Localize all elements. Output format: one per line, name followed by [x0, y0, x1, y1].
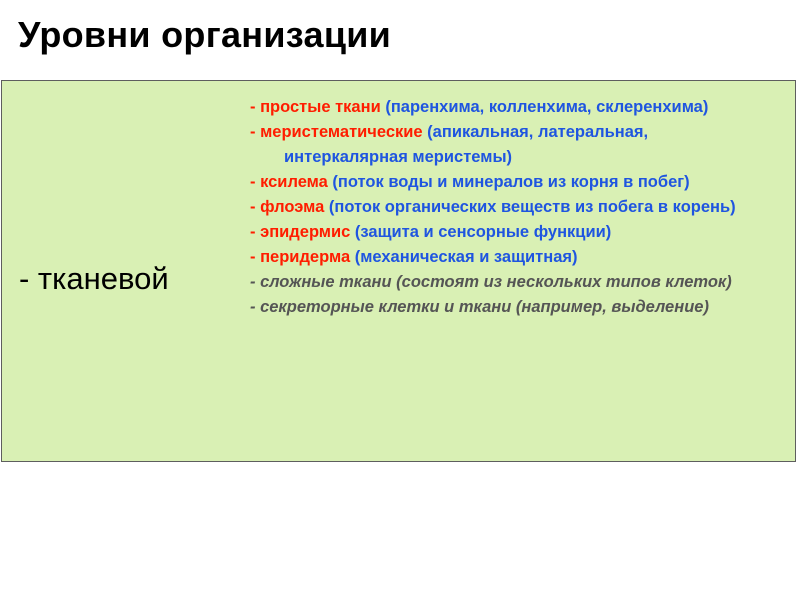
list-item-phloem [250, 195, 760, 220]
item-term: - флоэма [250, 198, 325, 216]
list-item-secretory: - секреторные клетки и ткани (например, выделение) [250, 298, 709, 316]
list-item-complex-tissues: - сложные ткани (состоят из нескольких типов клеток) [250, 273, 732, 291]
item-term: - эпидермис [250, 223, 351, 241]
item-term: - простые ткани [250, 98, 381, 116]
item-term: - ксилема [250, 173, 328, 191]
item-description: (механическая и защитная) [350, 248, 578, 266]
list-item-periderm [250, 245, 760, 270]
item-term: - перидерма [250, 248, 351, 266]
content-box [1, 80, 796, 462]
list-item-xylem [250, 170, 760, 195]
list-item-meristematic [250, 120, 760, 170]
level-label: - тканевой [19, 261, 169, 296]
item-term: - меристематические [250, 123, 423, 141]
list-item-simple-tissues [250, 95, 760, 120]
item-description: (поток воды и минералов из корня в побег) [327, 173, 690, 191]
item-description: (паренхима, колленхима, склеренхима) [380, 98, 709, 116]
item-description: (поток органических веществ из побега в корень) [324, 198, 736, 216]
list-item-epidermis [250, 220, 760, 245]
slide-title: Уровни организации [18, 14, 392, 55]
tissue-list [250, 95, 760, 320]
item-description: (защита и сенсорные функции) [350, 223, 612, 241]
item-description: (апикальная, латеральная, интеркалярная меристемы) [284, 123, 649, 166]
